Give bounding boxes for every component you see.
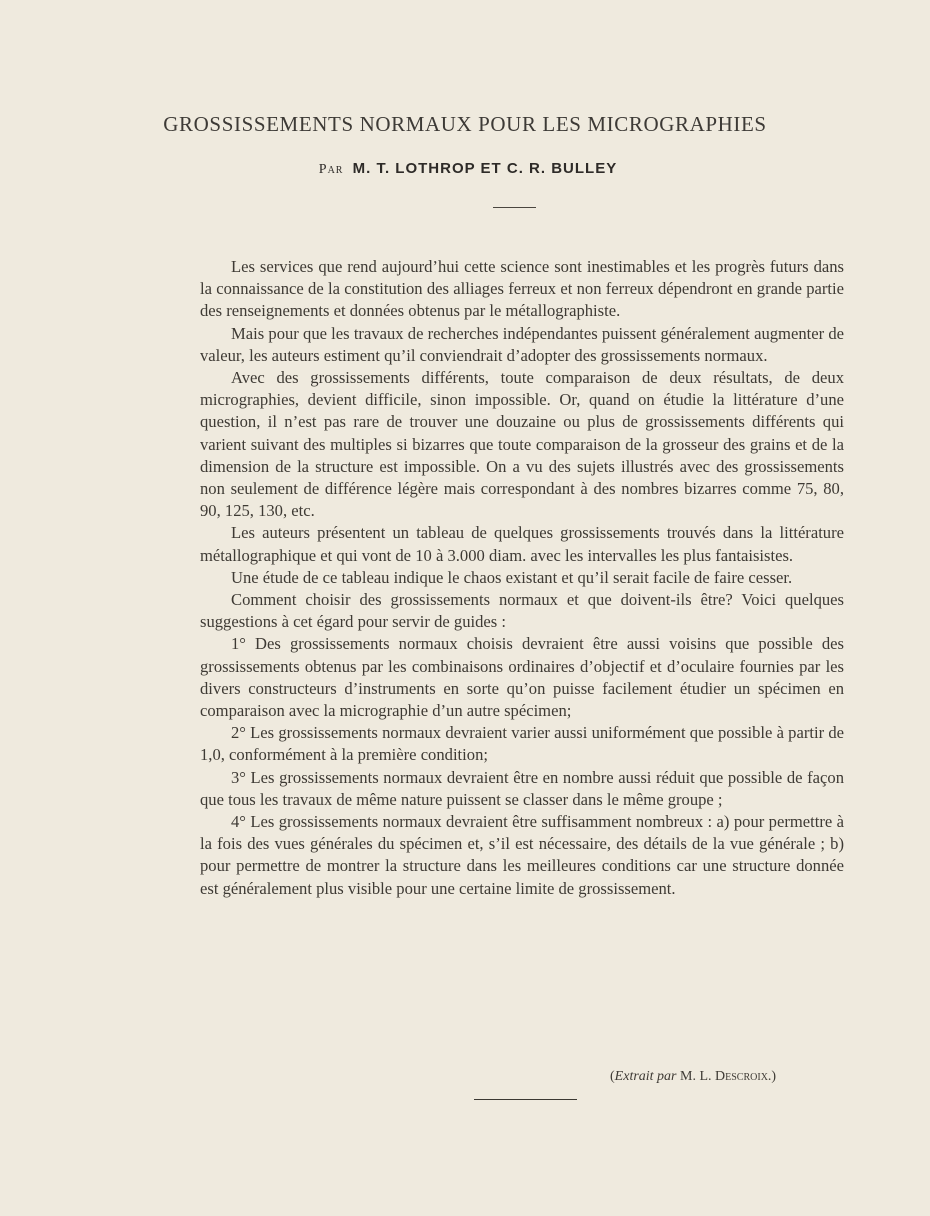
paragraph: 2° Les grossissements normaux devraient varier aussi uniformément que possible à partir de 1,0, conformément à la première condition; [200,723,844,765]
paragraph: Les services que rend aujourd’hui cette science sont inestimables et les progrès futurs dans la connaissance de la constitution des alliages ferreux et non ferreux dépendront en grande partie des renseignements et données obtenus par le métallographiste. [200,257,844,321]
paragraph: Comment choisir des grossissements normaux et que doivent-ils être? Voici quelques suggestions à cet égard pour servir de guides : [200,590,844,632]
end-divider [474,1099,577,1100]
source-close: .) [767,1069,777,1084]
byline [0,160,930,178]
article-title: GROSSISSEMENTS NORMAUX POUR LES MICROGRAPHIES [163,112,767,136]
byline-authors: M. T. LOTHROP ET C. R. BULLEY [352,160,618,177]
source-credit [610,1069,776,1085]
paragraph: 3° Les grossissements normaux devraient être en nombre aussi réduit que possible de façon que tous les travaux de même nature puissent se classer dans le même groupe ; [200,767,844,809]
byline-prefix: Par [318,162,344,177]
paragraph: 4° Les grossissements normaux devraient être suffisamment nombreux : a) pour permettre à la fois des vues générales du spécimen et, s’il est nécessaire, des détails de la vue générale ; b) pour permettre de montrer la structure dans les meilleures conditions car une structure donnée est généralement plus visible pour une certaine limite de grossissement. [200,812,844,898]
paragraph: Une étude de ce tableau indique le chaos existant et qu’il serait facile de faire cesser. [231,567,793,587]
title-divider [493,207,536,208]
paragraph: Mais pour que les travaux de recherches indépendantes puissent généralement augmenter de valeur, les auteurs estiment qu’il conviendrait d’adopter des grossissements normaux. [200,323,844,365]
paragraph: 1° Des grossissements normaux choisis devraient être aussi voisins que possible des grossissements obtenus par les combinaisons ordinaires d’objectif et d’oculaire fournies par les divers constructeurs d’instruments en sorte qu’on puisse facilement étudier un spécimen en comparaison avec la micrographie d’un autre spécimen; [200,634,844,721]
source-open: ( [610,1069,615,1084]
article-body [200,256,844,900]
paragraph: Avec des grossissements différents, toute comparaison de deux résultats, de deux micrographies, devient difficile, sinon impossible. Or, quand on étudie la littérature d’une question, il n’est pas rare de trouver une douzaine ou plus de grossissements différents qui varient suivant des multiples si bizarres que toute comparaison de la grosseur des grains et de la dimension de la structure est impossible. On a vu des sujets illustrés avec des grossissements non seulement de différence légère mais correspondant à des nombres bizarres comme 75, 80, 90, 125, 130, etc. [200,368,844,521]
source-extrait: Extrait par [614,1069,677,1084]
paragraph: Les auteurs présentent un tableau de quelques grossissements trouvés dans la littérature métallographique et qui vont de 10 à 3.000 diam. avec les intervalles les plus fantaisistes. [200,523,844,565]
source-author: M. L. Descroix [680,1069,768,1084]
